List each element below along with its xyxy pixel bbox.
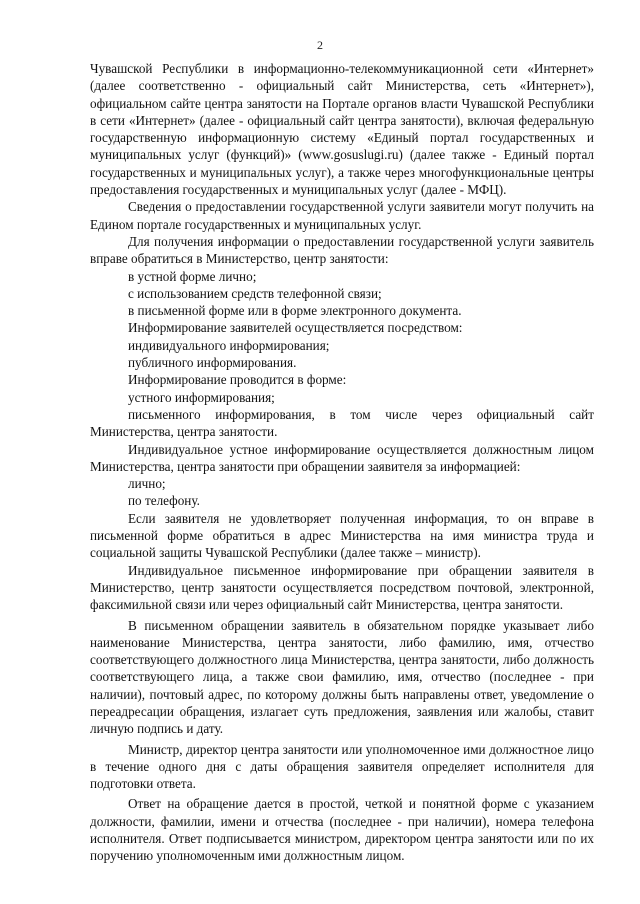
list-item-oral: в устной форме лично; xyxy=(128,268,257,284)
list-item-by-phone: по телефону. xyxy=(128,493,200,509)
list-item-phone: с использованием средств телефонной связи; xyxy=(128,285,382,301)
paragraph-individual-oral: Индивидуальное устное информирование осуществляется должностным лицом Министерства, центра занятости при обращении заявителя за информацией: xyxy=(90,441,594,474)
paragraph-answer: Ответ на обращение дается в простой, четкой и понятной форме с указанием должности, фамилии, имени и отчества (последнее - при наличии), номера телефона исполнителя. Ответ подписывается министром, директором центра занятости или по их поручению уполномоченным ими должностным лицом. xyxy=(90,796,594,864)
paragraph-individual-written: Индивидуальное письменное информирование при обращении заявителя в Министерство, центр занятости осуществляется посредством почтовой, электронной, факсимильной связи или через официальный сайт Министерства, центра занятости. xyxy=(90,562,594,613)
paragraph-3: Для получения информации о предоставлении государственной услуги заявитель вправе обратиться в Министерство, центр занятости: xyxy=(90,233,594,267)
paragraph-informing: Информирование заявителей осуществляется посредством: xyxy=(128,320,463,336)
list-item-written: в письменной форме или в форме электронного документа. xyxy=(128,303,462,319)
paragraph-written-appeal: В письменном обращении заявитель в обязательном порядке указывает либо наименование Министерства, центра занятости, либо фамилию, имя, отчество соответствующего должностного лица Министерства, центра занятости, либо должность соответствующего лица, а также свои фамилию, имя, отчество (последнее - при наличии), почтовый адрес, по которому должны быть направлены ответ, уведомление о переадресации обращения, излагает суть предложения, заявления или жалобы, ставит личную подпись и дату. xyxy=(90,617,594,737)
list-item-oral-informing: устного информирования; xyxy=(128,389,275,405)
list-item-written-informing: письменного информирования, в том числе через официальный сайт Министерства, центра занятости. xyxy=(90,406,594,440)
list-item-in-person: лично; xyxy=(128,476,166,492)
page-number: 2 xyxy=(317,38,323,52)
document-body xyxy=(90,60,594,865)
paragraph-not-satisfied: Если заявителя не удовлетворяет полученная информация, то он вправе в письменной форме обратиться в адрес Министерства на имя министра труда и социальной защиты Чувашской Республики (далее также – министр). xyxy=(90,510,594,561)
list-item-public: публичного информирования. xyxy=(128,355,297,371)
paragraph-1: Чувашской Республики в информационно-телекоммуникационной сети «Интернет» (далее соответственно - официальный сайт Министерства, сеть «Интернет»), официальном сайте центра занятости на Портале органов власти Чувашской Республики в сети «Интернет» (далее - официальный сайт центра занятости), включая федеральную государственную информационную систему «Единый портал государственных и муниципальных услуг (функций)» (www.gosuslugi.ru) (далее также - Единый портал государственных и муниципальных услуг), а также через многофункциональные центры предоставления государственных и муниципальных услуг (далее - МФЦ). xyxy=(90,61,594,198)
paragraph-2: Сведения о предоставлении государственной услуги заявители могут получить на Едином портале государственных и муниципальных услуг. xyxy=(90,199,594,232)
paragraph-minister: Министр, директор центра занятости или уполномоченное ими должностное лицо в течение одного дня с даты обращения заявителя определяет исполнителя для подготовки ответа. xyxy=(90,741,594,792)
list-item-individual: индивидуального информирования; xyxy=(128,337,330,353)
paragraph-form: Информирование проводится в форме: xyxy=(128,372,347,388)
